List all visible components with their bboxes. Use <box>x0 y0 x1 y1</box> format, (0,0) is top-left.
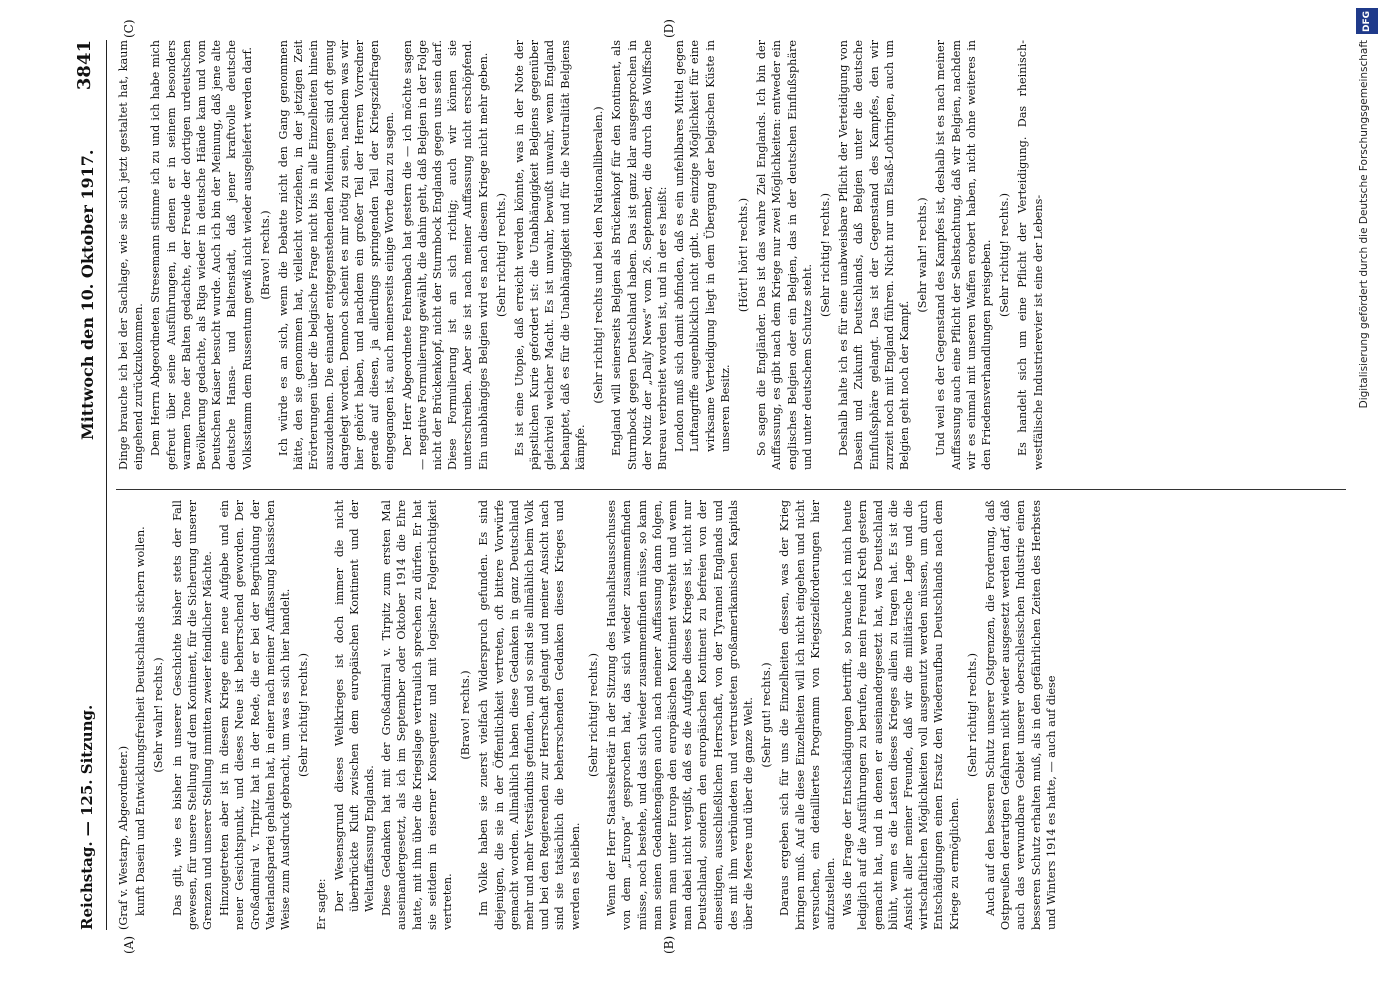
text-column-left <box>116 500 1356 930</box>
interjection: (Hört! hört! rechts.) <box>736 197 750 313</box>
page-number: 3841 <box>74 40 95 91</box>
paragraph: Es ist eine Utopie, daß erreicht werden könnte, was in der Note der päpstlichen Kurie gefordert ist: die Unabhängigkeit Belgiens gegenüber gleichviel welcher Macht. Es ist unwahr, bewußt unwahr, wenn England behauptet, daß es für die Unabhängigkeit und für die Neutralität Belgiens kämpfe. <box>513 40 587 470</box>
interjection: (Bravo! rechts.) <box>258 210 272 300</box>
margin-mark-c: (C) <box>122 19 136 38</box>
paragraph: Wenn der Herr Staatssekretär in der Sitzung des Haushaltsausschusses von dem „Europa“ gesprochen hat, das sich wieder zusammenfinden müsse, noch bestehe, und das sich wieder zusammenfinden müsse, so kann man seinen Gedankengängen auch nach meiner Auffassung dann folgen, wenn man unter Europa den europäischen Kontinent versteht und wenn man dabei nicht vergißt, daß es die Aufgabe dieses Krieges ist, nicht nur Deutschland, sondern den europäischen Kontinent zu befreien von der einseitigen, ausschließlichen Herrschaft, von der Tyrannei Englands und des mit ihm verbündeten und vertrusteten großamerikanischen Kapitals über die Meere und über die ganze Welt. <box>605 500 755 930</box>
paragraph: Dinge brauche ich bei der Sachlage, wie sie sich jetzt gestaltet hat, kaum eingehend zurückzukommen. <box>117 40 146 470</box>
paragraph: Ich würde es an sich, wenn die Debatte nicht den Gang genommen hätte, den sie genommen hat, vielleicht vorziehen, in der jetzigen Zeit Erörterungen über die belgische Frage nicht bis in alle Einzelheiten hinein auszudehnen. Die einander entgegenstehenden Meinungen sind oft genug dargelegt worden. Dennoch scheint es mir nötig zu sein, nachdem was wir hier gehört haben, und nachdem ein großer Teil der Herren Vorredner gerade auf diesen, ja allerdings springenden Teil der Kriegszielfragen eingegangen ist, auch meinerseits einige Worte dazu zu sagen. <box>277 40 397 470</box>
interjection: (Sehr richtig! rechts.) <box>818 192 832 318</box>
paragraph: London muß sich damit abfinden, daß es ein unfehlbares Mittel gegen Luftangriffe augenblicklich nicht gibt. Die einzige Möglichkeit für eine wirksame Verteidigung liegt in dem Übergang der belgischen Küste in unseren Besitz. <box>673 40 732 452</box>
header-rule <box>106 40 107 930</box>
paragraph: (Graf v. Westarp, Abgeordneter.) <box>117 745 130 930</box>
paragraph: Hinzugetreten aber ist in diesem Kriege eine neue Aufgabe und ein neuer Gesichtspunkt, und dieses Neue ist beherrschend geworden. Der Großadmiral v. Tirpitz hat in der Rede, die er bei der Begründung der Vaterlandspartei gehalten hat, in einer nach meiner Auffassung klassischen Weise zum Ausdruck gebracht, um was es sich hier handelt. <box>218 500 293 930</box>
interjection: (Sehr richtig! rechts.) <box>998 192 1012 318</box>
paragraph: Der Herr Abgeordnete Fehrenbach hat gestern die — ich möchte sagen — negative Formulierung gewählt, die dahin geht, daß Belgien in der Folge nicht der Brückenkopf, nicht der Sturmbock Englands gegen uns sein darf. Diese Formulierung ist an sich richtig; auch wir können sie unterschreiben. Aber sie ist nach meiner Auffassung nicht erschöpfend. Ein unabhängiges Belgien wird es nach diesem Kriege nicht mehr geben. <box>400 40 490 470</box>
header-session: Reichstag. — 125. Sitzung. <box>78 704 96 930</box>
rotated-document-page <box>62 20 1362 960</box>
interjection: (Sehr gut! rechts.) <box>760 662 774 768</box>
paragraph: Dem Herrn Abgeordneten Stresemann stimme ich zu und ich habe mich gefreut über seine Ausführungen, in denen er in seinem besonders warmen Tone der Balten gedachte, der Freude der dortigen urdeutschen Bevölkerung gedachte, als Riga wieder in deutsche Hände kam und vom Deutschen Kaiser besucht wurde. Auch ich bin der Meinung, daß jene alte deutsche Hansa- und Baltenstadt, daß jener kraftvolle deutsche Volksstamm dem Russentum gewiß nicht wieder ausgeliefert werden darf. <box>149 40 254 470</box>
header-date: Mittwoch den 10. Oktober 1917. <box>78 149 97 440</box>
paragraph: Es handelt sich um eine Pflicht der Verteidigung. Das rheinisch-westfälische Industrierevier ist eine der Lebens- <box>1016 40 1045 470</box>
digitization-stamp <box>1356 8 1378 998</box>
margin-mark-b: (B) <box>662 935 676 954</box>
paragraph: Daraus ergeben sich für uns die Einzelheiten dessen, was der Krieg bringen muß. Auf alle diese Einzelheiten will ich nicht eingehen und nicht versuchen, ein detailliertes Programm von Kriegszielforderungen hier aufzustellen. <box>778 500 837 930</box>
paragraph: Das gilt, wie es bisher in unserer Geschichte bisher stets der Fall gewesen, für unsere Stellung auf dem Kontinent, für die Sicherung unserer Grenzen und unserer Stellung inmitten zweier feindlicher Mächte. <box>170 500 215 930</box>
paragraph: kunft Dasein und Entwicklungsfreiheit Deutschlands sichern wollen. <box>134 526 148 916</box>
paragraph: Im Volke haben sie zuerst vielfach Widerspruch gefunden. Es sind diejenigen, die sie in der Öffentlichkeit vertreten, oft bittere Vorwürfe gemacht worden. Allmählich haben diese Gedanken in ganz Deutschland mehr und mehr Verständnis gefunden, und so sind sie allmählich beim Volk und bei den Regierenden zur Herrschaft gelangt und meiner Ansicht nach sind sie tatsächlich die beherrschenden Gedanken dieses Krieges und werden es bleiben. <box>477 500 582 930</box>
digitization-notice: Digitalisierung gefördert durch die Deutsche Forschungsgemeinschaft <box>1358 40 1370 409</box>
paragraph: Diese Gedanken hat mit der Großadmiral v. Tirpitz zum ersten Mal auseinandergesetzt, als ich im September oder Oktober 1914 die Ehre hatte, mit ihm über die Kriegslage vertraulich sprechen zu dürfen. Er hat sie seitdem in eiserner Konsequenz und mit logischer Folgerichtigkeit vertreten. <box>380 500 455 930</box>
interjection: (Sehr richtig! rechts und bei den Nationalliberalen.) <box>592 106 606 404</box>
interjection: (Sehr wahr! rechts.) <box>152 657 166 773</box>
margin-mark-d: (D) <box>662 19 676 38</box>
paragraph: Was die Frage der Entschädigungen betrifft, so brauche ich mich heute lediglich auf die Ausführungen zu berufen, die mein Freund Kreth gestern gemacht hat, und in denen er auseinandergesetzt hat, was Deutschland blüht, wenn es die Lasten dieses Krieges allein zu tragen hat. Es ist die Ansicht aller meiner Freunde, daß wir die militärische Lage und die wirtschaftlichen Möglichkeiten voll ausgenutzt werden müssen, um durch Entschädigungen einen Ersatz den Wiederaufbau Deutschlands nach dem Kriege zu ermöglichen. <box>841 500 961 930</box>
paragraph: So sagen die Engländer. Das ist das wahre Ziel Englands. Ich bin der Auffassung, es gibt nach dem Kriege nur zwei Möglichkeiten: entweder ein englisches Belgien oder ein Belgien, das in der deutschen Einflußsphäre und unter deutschem Schutze steht. <box>755 40 814 470</box>
dfg-logo: DFG <box>1356 8 1378 34</box>
interjection: (Sehr richtig! rechts.) <box>586 652 600 778</box>
paragraph: Deshalb halte ich es für eine unabweisbare Pflicht der Verteidigung von Dasein und Zukunft Deutschlands, daß Belgien unter die deutsche Einflußsphäre gelangt. Das ist der Gegenstand des Kampfes, den wir zurzeit noch mit England führen. Nicht nur um Elsaß-Lothringen, auch um Belgien geht noch der Kampf. <box>837 40 911 470</box>
column-divider <box>116 489 1346 490</box>
paragraph: Auch auf den besseren Schutz unserer Ostgrenzen, die Forderung, daß Ostpreußen derartigen Gefahren nicht wieder ausgesetzt werden darf, daß auch das verwundbare Gebiet unserer oberschlesischen Industrie einen besseren Schutz erhalten muß, als in den gefährlichen Zeiten des Herbstes und Winters 1914 es hatte, — auch auf diese <box>983 500 1058 930</box>
interjection: (Sehr richtig! rechts.) <box>297 652 311 778</box>
margin-mark-a: (A) <box>122 935 136 954</box>
interjection: (Bravo! rechts.) <box>459 670 473 760</box>
paragraph: Und weil es der Gegenstand des Kampfes ist, deshalb ist es nach meiner Auffassung auch eine Pflicht der Selbstachtung, daß wir Belgien, nachdem wir es einmal mit unseren Waffen erobert haben, nicht ohne weiteres in den Friedensverhandlungen preisgeben. <box>934 40 993 470</box>
text-column-right <box>116 40 1356 470</box>
interjection: (Sehr richtig! rechts.) <box>494 192 508 318</box>
paragraph: Der Wesensgrund dieses Weltkrieges ist doch immer die nicht überbrückte Kluft zwischen dem europäischen Kontinent und der Weltauffassung Englands. <box>332 500 377 912</box>
interjection: (Sehr richtig! rechts.) <box>965 652 979 778</box>
paragraph: Er sagte: <box>315 878 329 930</box>
interjection: (Sehr wahr! rechts.) <box>916 197 930 313</box>
running-header <box>68 40 104 930</box>
paragraph: England will seinerseits Belgien als Brückenkopf für den Kontinent, als Sturmbock gegen Deutschland haben. Das ist ganz klar ausgesprochen in der Notiz der „Daily News“ vom 26. September, die durch das Wolffsche Bureau verbreitet worden ist, und in der es heißt: <box>610 40 669 470</box>
